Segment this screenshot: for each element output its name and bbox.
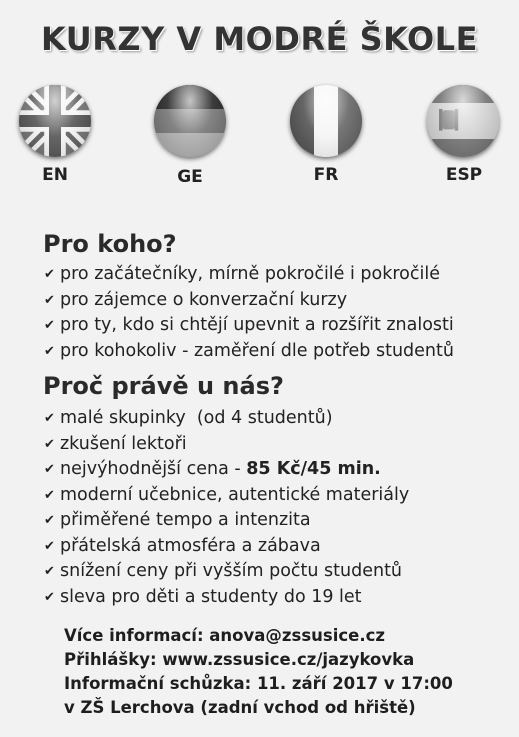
list-item: ✔ nejvýhodnější cena - 85 Kč/45 min. [44,457,409,483]
flag-label-fr: FR [313,165,339,185]
info-registration: Přihlášky: www.zssusice.cz/jazykovka [64,650,415,669]
list-item: ✔ moderní učebnice, autentické materiály [44,483,409,509]
german-flag-icon [154,85,226,157]
price-value: 85 Kč/45 min. [246,459,381,479]
info-email: Více informací: anova@zssusice.cz [64,626,386,645]
list-item: ✔ pro zájemce o konverzační kurzy [44,288,454,314]
check-icon: ✔ [44,436,55,452]
flag-label-esp: ESP [445,165,483,185]
list-item: ✔ pro začátečníky, mírně pokročilé i pokročilé [44,262,454,288]
check-icon: ✔ [44,513,55,528]
check-icon: ✔ [44,564,55,579]
info-location: v ZŠ Lerchova (zadní vchod od hřiště) [64,698,416,717]
flag-label-en: EN [42,165,68,185]
list-item: ✔ přátelská atmosféra a zábava [44,534,409,560]
list-item: ✔ pro ty, kdo si chtějí upevnit a rozšířit znalosti [44,313,454,339]
target-audience-list [44,262,454,364]
list-item: ✔ sleva pro děti a studenty do 19 let [44,585,409,611]
list-item: ✔ pro kohokoliv - zaměření dle potřeb studentů [44,339,454,365]
list-item: ✔ zkušení lektoři [44,432,409,458]
contact-info [64,624,453,720]
flag-label-ge: GE [177,167,203,187]
check-icon: ✔ [44,589,55,605]
check-icon: ✔ [44,343,55,359]
list-item: ✔ malé skupinky (od 4 studentů) [44,406,409,432]
check-icon: ✔ [44,292,55,308]
section-heading-pro-koho: Pro koho? [43,230,177,258]
uk-flag-icon [19,85,91,157]
french-flag-icon [290,85,362,157]
check-icon: ✔ [44,462,55,477]
section-heading-proc-u-nas: Proč právě u nás? [43,372,284,400]
language-flags [0,85,519,195]
check-icon: ✔ [44,538,55,554]
page-title: KURZY V MODRÉ ŠKOLE [41,20,478,58]
check-icon: ✔ [44,487,55,503]
benefits-list [44,406,409,610]
list-item: ✔ snížení ceny při vyšším počtu studentů [44,559,409,585]
spanish-flag-icon [427,85,499,157]
check-icon: ✔ [44,318,55,333]
info-meeting: Informační schůzka: 11. září 2017 v 17:00 [64,674,453,693]
check-icon: ✔ [44,411,55,426]
check-icon: ✔ [44,267,55,282]
list-item: ✔ přiměřené tempo a intenzita [44,508,409,534]
